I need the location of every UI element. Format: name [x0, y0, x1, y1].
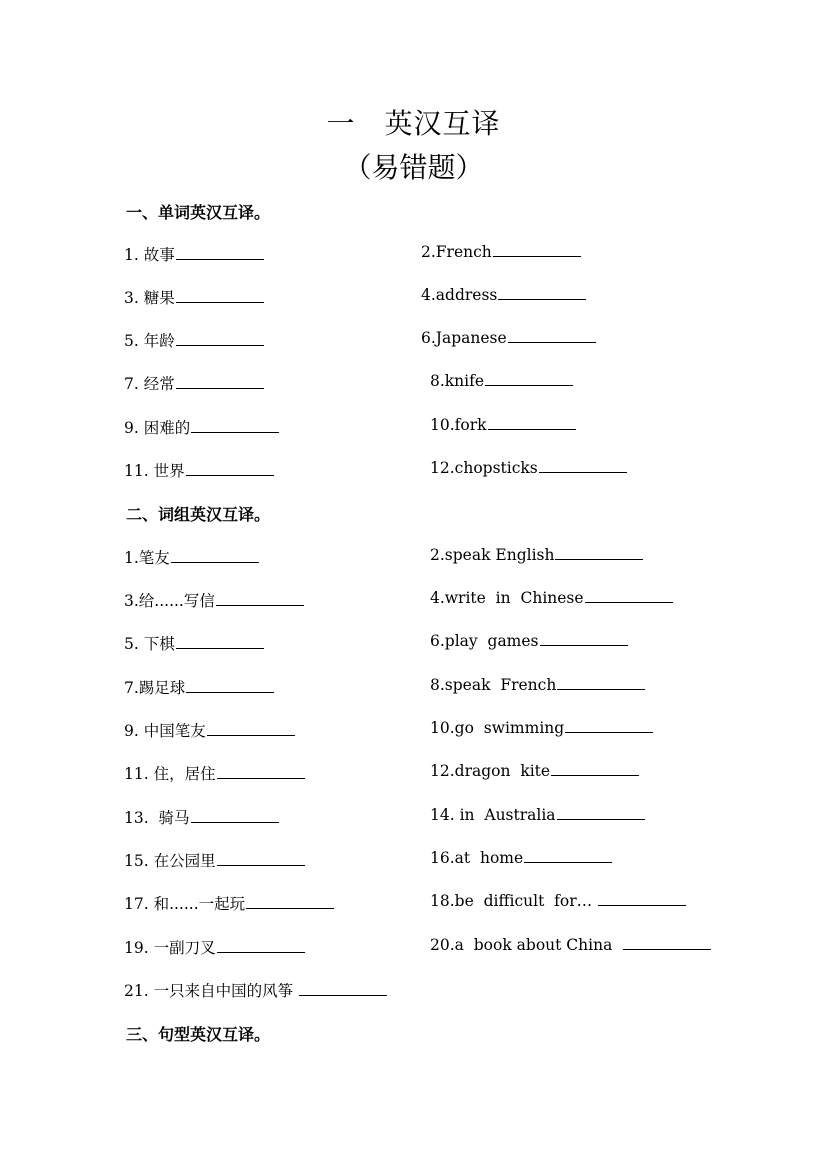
item-label: 5. 下棋: [124, 635, 175, 653]
item-label: 15. 在公园里: [124, 852, 216, 870]
answer-blank[interactable]: [216, 604, 304, 606]
list-item: [124, 546, 259, 568]
answer-blank[interactable]: [191, 431, 279, 433]
answer-blank[interactable]: [557, 688, 645, 690]
list-item: [124, 243, 264, 265]
list-item: [124, 892, 334, 914]
list-item: [430, 806, 645, 824]
item-label: 6.Japanese: [421, 329, 507, 347]
item-label: 5. 年龄: [124, 332, 175, 350]
item-label: 10.fork: [430, 416, 487, 434]
answer-blank[interactable]: [176, 647, 264, 649]
item-label: 11. 住，居住: [124, 765, 216, 783]
answer-blank[interactable]: [186, 474, 274, 476]
item-label: 11. 世界: [124, 462, 185, 480]
list-item: [430, 589, 673, 607]
answer-blank[interactable]: [191, 821, 279, 823]
section-heading-phrases: 二、词组英汉互译。: [126, 505, 271, 524]
answer-blank[interactable]: [176, 387, 264, 389]
list-item: [124, 719, 295, 741]
item-label: 17. 和......一起玩: [124, 895, 246, 913]
answer-blank[interactable]: [186, 691, 274, 693]
item-label: 19. 一副刀叉: [124, 939, 216, 957]
item-label: 13. 骑马: [124, 809, 190, 827]
list-item: [430, 459, 627, 477]
list-item: [430, 416, 576, 434]
answer-blank[interactable]: [176, 344, 264, 346]
answer-blank[interactable]: [217, 864, 305, 866]
answer-blank[interactable]: [524, 861, 612, 863]
answer-blank[interactable]: [171, 561, 259, 563]
list-item: [430, 762, 639, 780]
item-label: 14. in Australia: [430, 806, 556, 824]
answer-blank[interactable]: [565, 731, 653, 733]
item-label: 10.go swimming: [430, 719, 565, 737]
item-label: 20.a book about China: [430, 936, 623, 954]
item-label: 9. 困难的: [124, 419, 191, 437]
item-label: 2.French: [421, 243, 492, 261]
list-item: [430, 546, 643, 564]
answer-blank[interactable]: [598, 904, 686, 906]
list-item: [421, 243, 581, 261]
answer-blank[interactable]: [557, 818, 645, 820]
list-item: [430, 849, 612, 867]
item-label: 2.speak English: [430, 546, 555, 564]
list-item: [124, 329, 264, 351]
answer-blank[interactable]: [555, 558, 643, 560]
answer-blank[interactable]: [485, 384, 573, 386]
item-label: 6.play games: [430, 632, 539, 650]
item-label: 16.at home: [430, 849, 524, 867]
item-label: 7. 经常: [124, 375, 175, 393]
answer-blank[interactable]: [299, 994, 387, 996]
answer-blank[interactable]: [493, 255, 581, 257]
item-label: 12.chopsticks: [430, 459, 538, 477]
answer-blank[interactable]: [176, 301, 264, 303]
list-item: [421, 329, 596, 347]
list-item: [430, 372, 573, 390]
answer-blank[interactable]: [498, 298, 586, 300]
item-label: 18.be difficult for…: [430, 892, 598, 910]
answer-blank[interactable]: [246, 907, 334, 909]
list-item: [124, 806, 279, 828]
item-label: 8.speak French: [430, 676, 557, 694]
answer-blank[interactable]: [176, 258, 264, 260]
list-item: [124, 762, 305, 784]
answer-blank[interactable]: [551, 774, 639, 776]
item-label: 21. 一只来自中国的风筝: [124, 982, 299, 1000]
list-item: [430, 632, 628, 650]
item-label: 12.dragon kite: [430, 762, 551, 780]
answer-blank[interactable]: [207, 734, 295, 736]
section-heading-sentences: 三、句型英汉互译。: [126, 1025, 271, 1044]
list-item: [124, 676, 274, 698]
list-item: [430, 892, 686, 910]
list-item: [430, 719, 653, 737]
list-item: [124, 936, 305, 958]
answer-blank[interactable]: [488, 428, 576, 430]
list-item: [124, 372, 264, 394]
list-item: [124, 979, 387, 1001]
page-title: 一 英汉互译: [326, 107, 501, 140]
item-label: 1.笔友: [124, 549, 170, 567]
answer-blank[interactable]: [623, 948, 711, 950]
answer-blank[interactable]: [217, 777, 305, 779]
list-item: [124, 286, 264, 308]
answer-blank[interactable]: [539, 471, 627, 473]
list-item: [124, 849, 305, 871]
item-label: 1. 故事: [124, 246, 175, 264]
list-item: [124, 589, 304, 611]
list-item: [124, 416, 279, 438]
answer-blank[interactable]: [508, 341, 596, 343]
item-label: 4.address: [421, 286, 498, 304]
list-item: [421, 286, 586, 304]
list-item: [430, 936, 711, 954]
answer-blank[interactable]: [217, 951, 305, 953]
answer-blank[interactable]: [585, 601, 673, 603]
section-heading-words: 一、单词英汉互译。: [126, 203, 271, 222]
item-label: 7.踢足球: [124, 679, 186, 697]
list-item: [430, 676, 645, 694]
item-label: 3. 糖果: [124, 289, 175, 307]
page-subtitle: （易错题）: [343, 151, 484, 184]
list-item: [124, 459, 274, 481]
item-label: 9. 中国笔友: [124, 722, 206, 740]
list-item: [124, 632, 264, 654]
item-label: 3.给......写信: [124, 592, 215, 610]
item-label: 8.knife: [430, 372, 485, 390]
item-label: 4.write in Chinese: [430, 589, 584, 607]
answer-blank[interactable]: [540, 644, 628, 646]
